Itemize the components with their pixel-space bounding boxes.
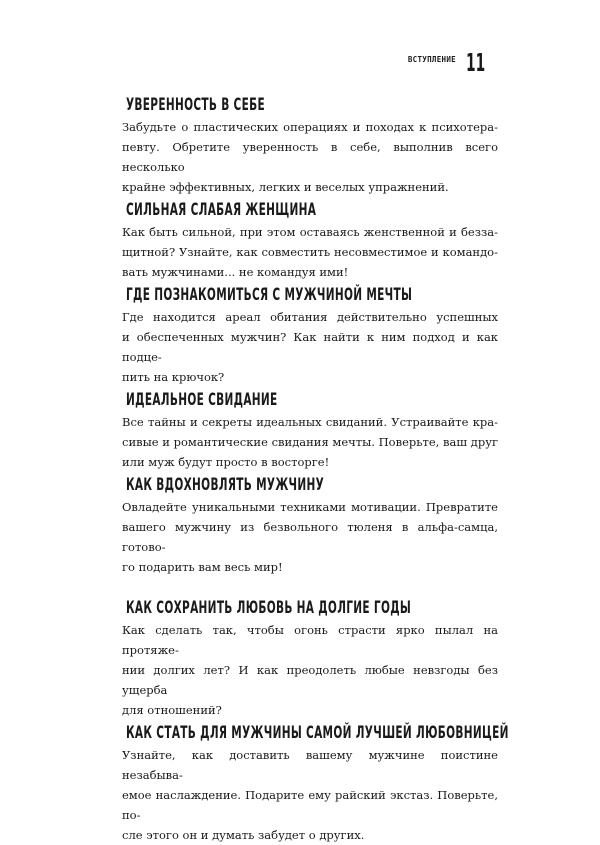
section-where-to-meet — [122, 284, 498, 387]
section-heading: ГДЕ ПОЗНАКОМИТЬСЯ С МУЖЧИНОЙ МЕЧТЫ — [126, 285, 413, 305]
section-list — [122, 94, 509, 845]
section-label: ВСТУПЛЕНИЕ — [407, 55, 456, 64]
section-body — [122, 745, 498, 845]
section-heading: ИДЕАЛЬНОЕ СВИДАНИЕ — [126, 390, 278, 410]
section-body — [122, 497, 498, 577]
text-line: Где находится ареал обитания действительно успешных — [122, 310, 498, 324]
text-line: го подарить вам весь мир! — [122, 560, 283, 574]
section-confidence — [122, 94, 498, 197]
section-body — [122, 620, 498, 720]
page-number: 11 — [466, 48, 486, 77]
text-line: Овладейте уникальными техниками мотивации. Превратите — [122, 500, 498, 514]
text-line: пить на крючок? — [122, 370, 225, 384]
section-body — [122, 412, 498, 472]
section-body — [122, 307, 498, 387]
running-head — [407, 48, 486, 77]
section-heading: КАК СОХРАНИТЬ ЛЮБОВЬ НА ДОЛГИЕ ГОДЫ — [126, 598, 412, 618]
section-body — [122, 222, 498, 282]
text-line: Узнайте, как доставить вашему мужчине поистине незабыва- — [122, 748, 498, 782]
text-line: сле этого он и думать забудет о других. — [122, 828, 365, 842]
text-line: крайне эффективных, легких и веселых упражнений. — [122, 180, 449, 194]
section-heading: КАК ВДОХНОВЛЯТЬ МУЖЧИНУ — [126, 475, 325, 495]
text-line: Как быть сильной, при этом оставаясь женственной и безза- — [122, 225, 498, 239]
section-heading: УВЕРЕННОСТЬ В СЕБЕ — [126, 95, 265, 115]
text-line: певту. Обретите уверенность в себе, выполнив всего несколько — [122, 140, 498, 174]
section-best-lover — [122, 722, 509, 845]
text-line: вать мужчинами... не командуя ими! — [122, 265, 349, 279]
text-line: емое наслаждение. Подарите ему райский экстаз. Поверьте, по- — [122, 788, 498, 822]
section-heading: СИЛЬНАЯ СЛАБАЯ ЖЕНЩИНА — [126, 200, 317, 220]
section-heading: КАК СТАТЬ ДЛЯ МУЖЧИНЫ САМОЙ ЛУЧШЕЙ ЛЮБОВНИЦЕЙ — [126, 723, 509, 743]
text-line: Все тайны и секреты идеальных свиданий. Устраивайте кра- — [122, 415, 498, 429]
text-line: щитной? Узнайте, как совместить несовместимое и командо- — [122, 245, 498, 259]
section-ideal-date — [122, 389, 498, 472]
text-line: вашего мужчину из безвольного тюленя в альфа-самца, готово- — [122, 520, 498, 554]
text-line: нии долгих лет? И как преодолеть любые невзгоды без ущерба — [122, 663, 498, 697]
text-line: Забудьте о пластических операциях и походах к психотера- — [122, 120, 498, 134]
text-line: для отношений? — [122, 703, 222, 717]
text-line: и обеспеченных мужчин? Как найти к ним подход и как подце- — [122, 330, 498, 364]
section-inspire-man — [122, 474, 498, 577]
section-keep-love — [122, 597, 498, 720]
text-line: сивые и романтические свидания мечты. Поверьте, ваш друг — [122, 435, 498, 449]
text-line: или муж будут просто в восторге! — [122, 455, 330, 469]
section-strong-weak-woman — [122, 199, 498, 282]
section-body — [122, 117, 498, 197]
text-line: Как сделать так, чтобы огонь страсти ярко пылал на протяже- — [122, 623, 498, 657]
